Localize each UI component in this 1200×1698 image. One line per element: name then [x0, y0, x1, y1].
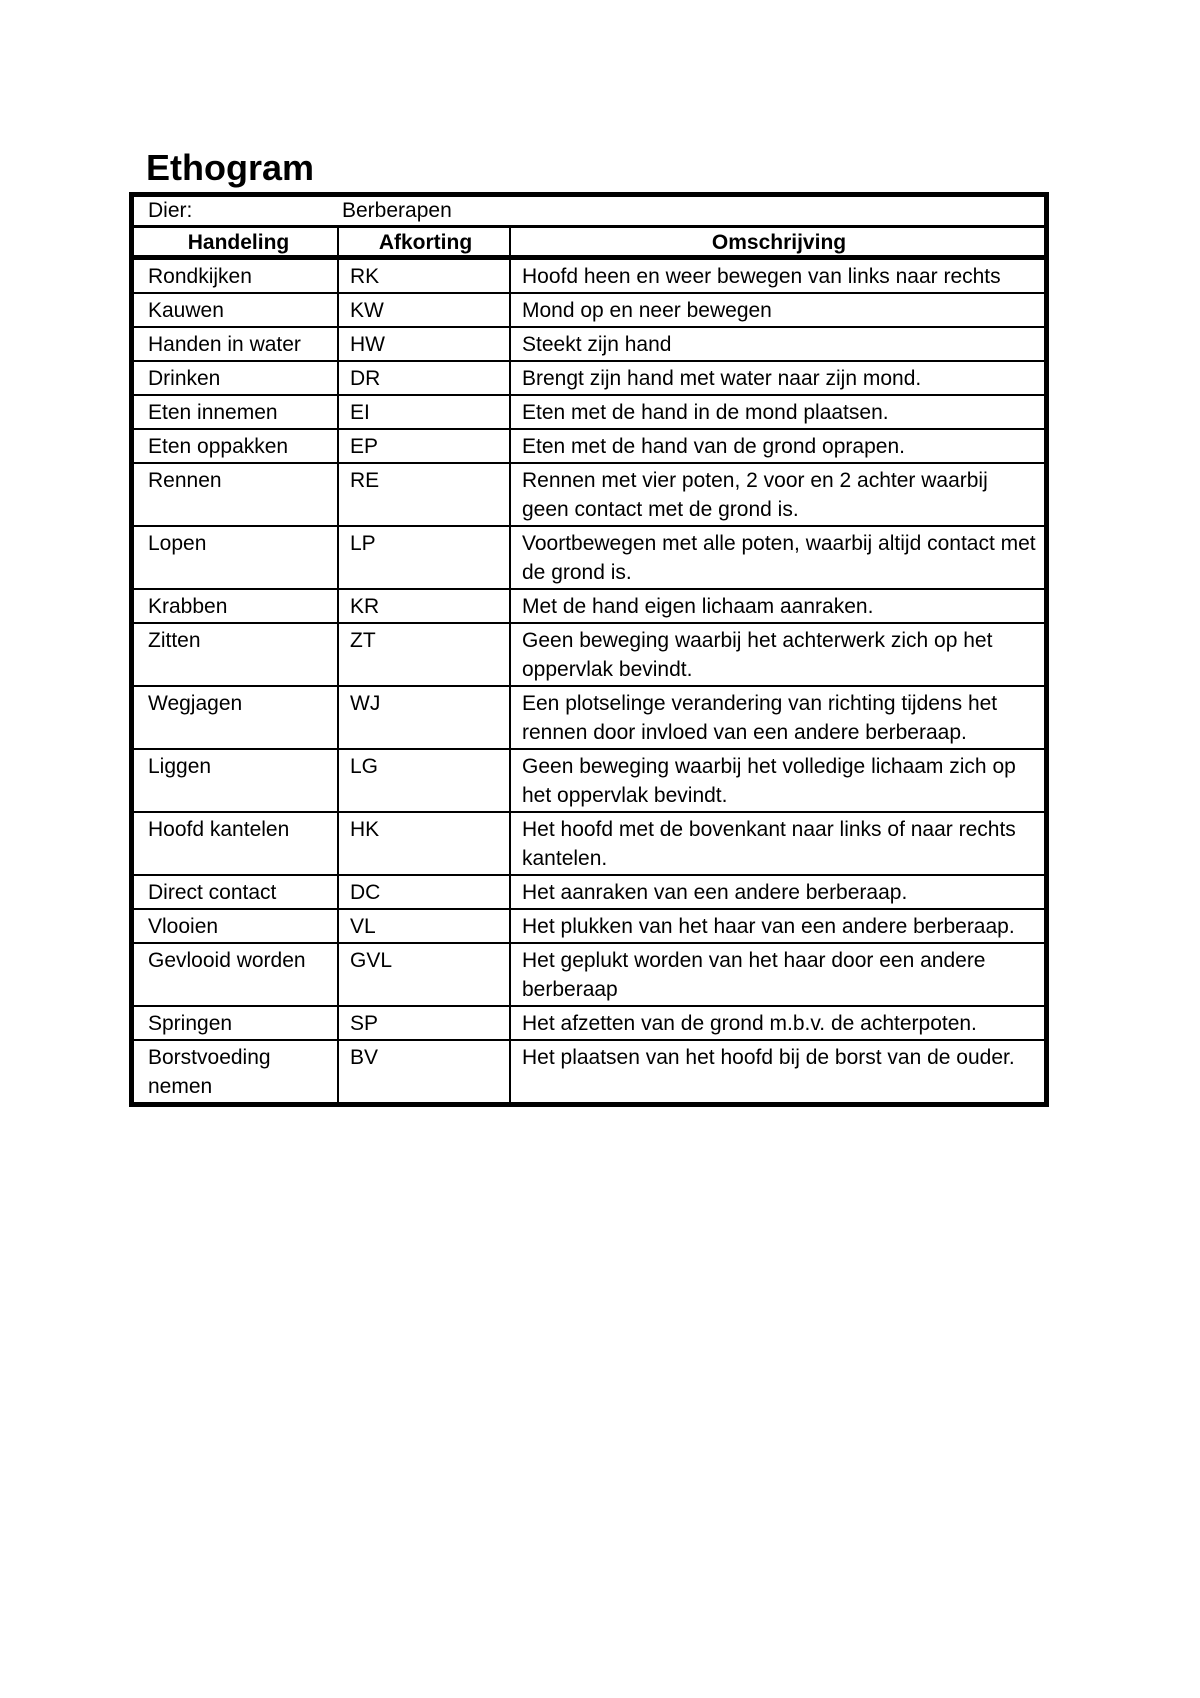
row-action: Rondkijken [134, 260, 339, 292]
table-row [134, 328, 1044, 362]
row-action: Eten innemen [134, 396, 339, 428]
row-description: Mond op en neer bewegen [522, 299, 772, 322]
table-row [134, 362, 1044, 396]
table-row [134, 430, 1044, 464]
row-description: Met de hand eigen lichaam aanraken. [522, 595, 874, 618]
page-title: Ethogram [146, 147, 315, 188]
row-abbr: VL [339, 910, 511, 942]
row-description: Het hoofd met de bovenkant naar links of naar rechts kantelen. [522, 818, 1016, 870]
table-row [134, 590, 1044, 624]
row-abbr: SP [339, 1007, 511, 1039]
row-action: Lopen [134, 527, 339, 588]
row-description: Het aanraken van een andere berberaap. [522, 881, 908, 904]
table-row [134, 876, 1044, 910]
row-description: Eten met de hand van de grond oprapen. [522, 435, 905, 458]
row-description: Het plaatsen van het hoofd bij de borst van de ouder. [522, 1046, 1015, 1069]
row-description: Rennen met vier poten, 2 voor en 2 achter waarbij geen contact met de grond is. [522, 469, 988, 521]
row-abbr: KW [339, 294, 511, 326]
table-row [134, 1041, 1044, 1102]
row-description: Voortbewegen met alle poten, waarbij altijd contact met de grond is. [522, 532, 1036, 584]
animal-value: Berberapen [342, 199, 452, 222]
header-description: Omschrijving [711, 230, 847, 254]
row-action: Kauwen [134, 294, 339, 326]
row-abbr: KR [339, 590, 511, 622]
row-abbr: RE [339, 464, 511, 525]
table-row [134, 944, 1044, 1007]
row-action: Vlooien [134, 910, 339, 942]
row-action: Direct contact [134, 876, 339, 908]
table-row [134, 1007, 1044, 1041]
table-row [134, 687, 1044, 750]
row-action: Drinken [134, 362, 339, 394]
table-row [134, 910, 1044, 944]
row-abbr: RK [339, 260, 511, 292]
row-action: Krabben [134, 590, 339, 622]
row-action: Hoofd kantelen [134, 813, 339, 874]
row-abbr: LG [339, 750, 511, 811]
row-description: Het afzetten van de grond m.b.v. de achterpoten. [522, 1012, 977, 1035]
row-description: Steekt zijn hand [522, 333, 672, 356]
row-description: Een plotselinge verandering van richting tijdens het rennen door invloed van een andere berberaap. [522, 692, 998, 744]
table-header [134, 228, 1044, 260]
row-action: Handen in water [134, 328, 339, 360]
row-description: Brengt zijn hand met water naar zijn mond. [522, 367, 922, 390]
row-action: Wegjagen [134, 687, 339, 748]
row-abbr: EP [339, 430, 511, 462]
row-action: Springen [134, 1007, 339, 1039]
table-body [134, 260, 1044, 1102]
header-action: Handeling [134, 228, 339, 255]
row-description: Het geplukt worden van het haar door een andere berberaap [522, 949, 986, 1001]
row-abbr: WJ [339, 687, 511, 748]
row-description: Geen beweging waarbij het achterwerk zich op het oppervlak bevindt. [522, 629, 993, 681]
table-row [134, 750, 1044, 813]
row-abbr: BV [339, 1041, 511, 1102]
row-action: Gevlooid worden [134, 944, 339, 1005]
animal-label: Dier: [148, 199, 193, 222]
row-abbr: EI [339, 396, 511, 428]
row-abbr: ZT [339, 624, 511, 685]
animal-row [134, 197, 1044, 228]
table-row [134, 464, 1044, 527]
table-row [134, 260, 1044, 294]
table-row [134, 294, 1044, 328]
row-abbr: LP [339, 527, 511, 588]
row-action: Eten oppakken [134, 430, 339, 462]
row-abbr: DC [339, 876, 511, 908]
row-abbr: GVL [339, 944, 511, 1005]
row-abbr: HW [339, 328, 511, 360]
row-action: Borstvoeding nemen [134, 1041, 339, 1102]
row-action: Rennen [134, 464, 339, 525]
row-description: Hoofd heen en weer bewegen van links naar rechts [522, 265, 1001, 288]
row-abbr: HK [339, 813, 511, 874]
table-row [134, 396, 1044, 430]
ethogram-table [129, 192, 1049, 1107]
table-row [134, 527, 1044, 590]
row-description: Eten met de hand in de mond plaatsen. [522, 401, 889, 424]
table-row [134, 624, 1044, 687]
row-abbr: DR [339, 362, 511, 394]
row-description: Het plukken van het haar van een andere berberaap. [522, 915, 1015, 938]
header-abbr: Afkorting [339, 228, 511, 255]
row-action: Zitten [134, 624, 339, 685]
row-description: Geen beweging waarbij het volledige lichaam zich op het oppervlak bevindt. [522, 755, 1016, 807]
table-row [134, 813, 1044, 876]
row-action: Liggen [134, 750, 339, 811]
